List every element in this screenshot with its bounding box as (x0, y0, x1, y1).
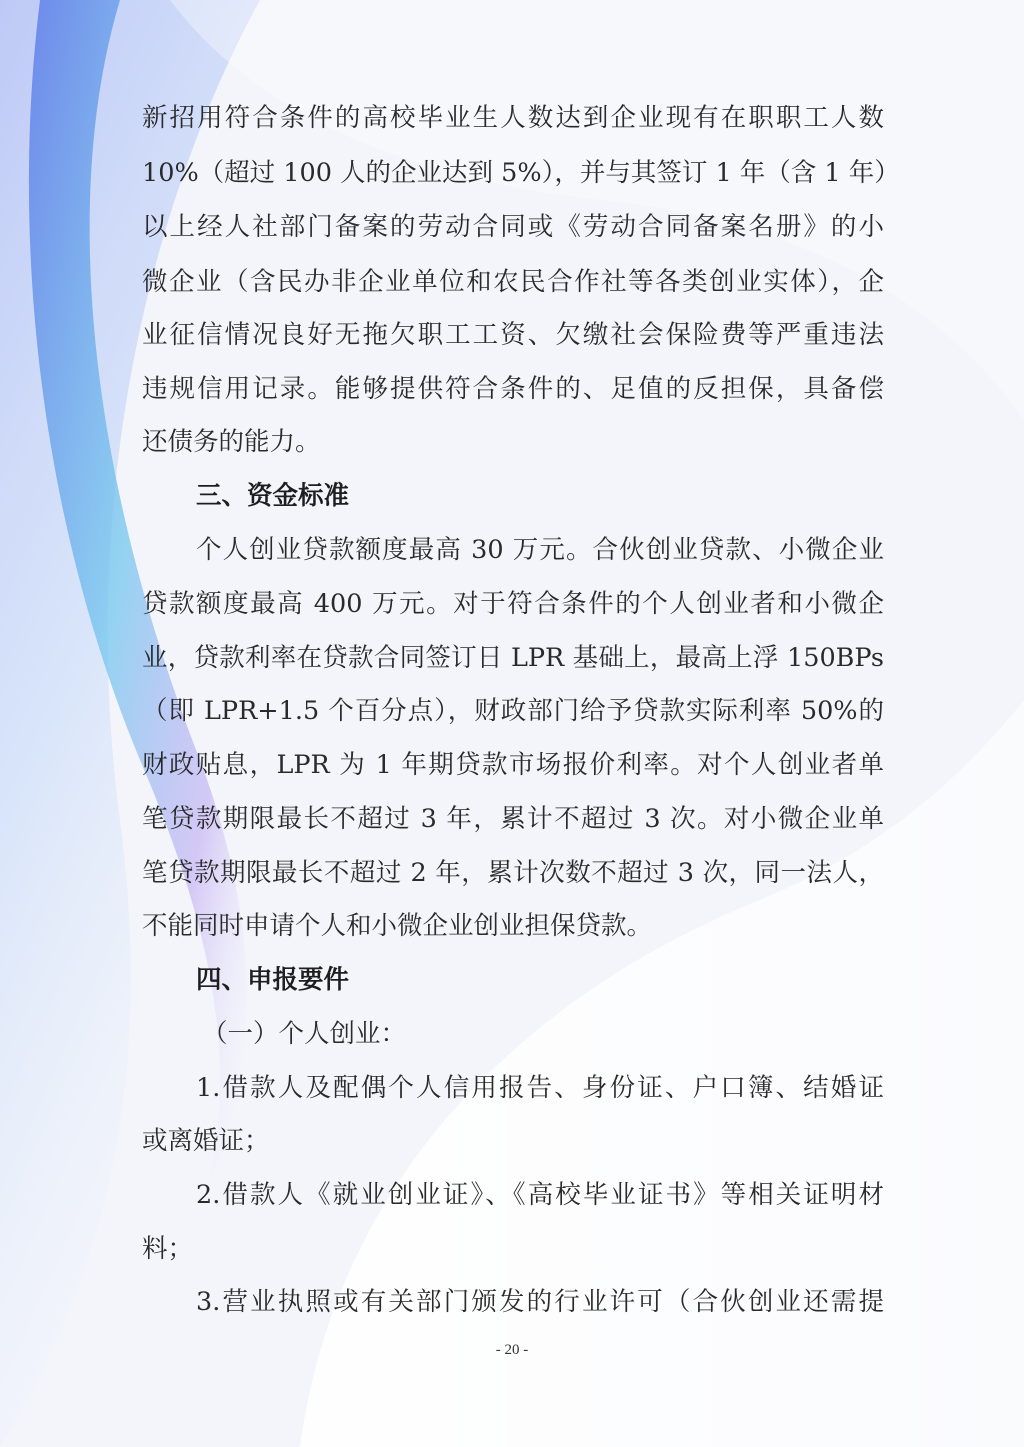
paragraph-line: 笔贷款期限最长不超过 2 年，累计次数不超过 3 次，同一法人， (142, 858, 884, 888)
subsection-heading-individual: （一）个人创业： (202, 1019, 407, 1049)
paragraph-line: 还债务的能力。 (142, 427, 321, 457)
section-heading-application-materials: 四、申报要件 (196, 965, 350, 995)
list-item-line: 料； (142, 1234, 194, 1264)
paragraph-line: 个人创业贷款额度最高 30 万元。合伙创业贷款、小微企业 (196, 535, 884, 565)
list-item-line: 3.营业执照或有关部门颁发的行业许可（合伙创业还需提 (196, 1287, 884, 1317)
paragraph-line: 10%（超过 100 人的企业达到 5%），并与其签订 1 年（含 1 年） (142, 158, 900, 188)
paragraph-line: 新招用符合条件的高校毕业生人数达到企业现有在职职工人数 (142, 103, 884, 133)
paragraph-line: （即 LPR+1.5 个百分点），财政部门给予贷款实际利率 50%的 (142, 696, 884, 726)
list-item-line: 或离婚证； (142, 1126, 270, 1156)
paragraph-line: 微企业（含民办非企业单位和农民合作社等各类创业实体），企 (142, 267, 884, 297)
list-item-line: 1.借款人及配偶个人信用报告、身份证、户口簿、结婚证 (196, 1073, 884, 1103)
paragraph-line: 以上经人社部门备案的劳动合同或《劳动合同备案名册》的小 (142, 212, 884, 242)
list-item-line: 2.借款人《就业创业证》、《高校毕业证书》等相关证明材 (196, 1180, 884, 1210)
section-heading-funding-standard: 三、资金标准 (196, 481, 350, 511)
paragraph-line: 笔贷款期限最长不超过 3 年，累计不超过 3 次。对小微企业单 (142, 804, 884, 834)
paragraph-line: 业，贷款利率在贷款合同签订日 LPR 基础上，最高上浮 150BPs (142, 643, 884, 673)
paragraph-line: 财政贴息，LPR 为 1 年期贷款市场报价利率。对个人创业者单 (142, 750, 884, 780)
paragraph-line: 业征信情况良好无拖欠职工工资、欠缴社会保险费等严重违法 (142, 320, 884, 350)
paragraph-line: 违规信用记录。能够提供符合条件的、足值的反担保，具备偿 (142, 374, 884, 404)
paragraph-line: 贷款额度最高 400 万元。对于符合条件的个人创业者和小微企 (142, 589, 884, 619)
page-number: - 20 - (495, 1342, 529, 1358)
paragraph-line: 不能同时申请个人和小微企业创业担保贷款。 (142, 911, 653, 941)
